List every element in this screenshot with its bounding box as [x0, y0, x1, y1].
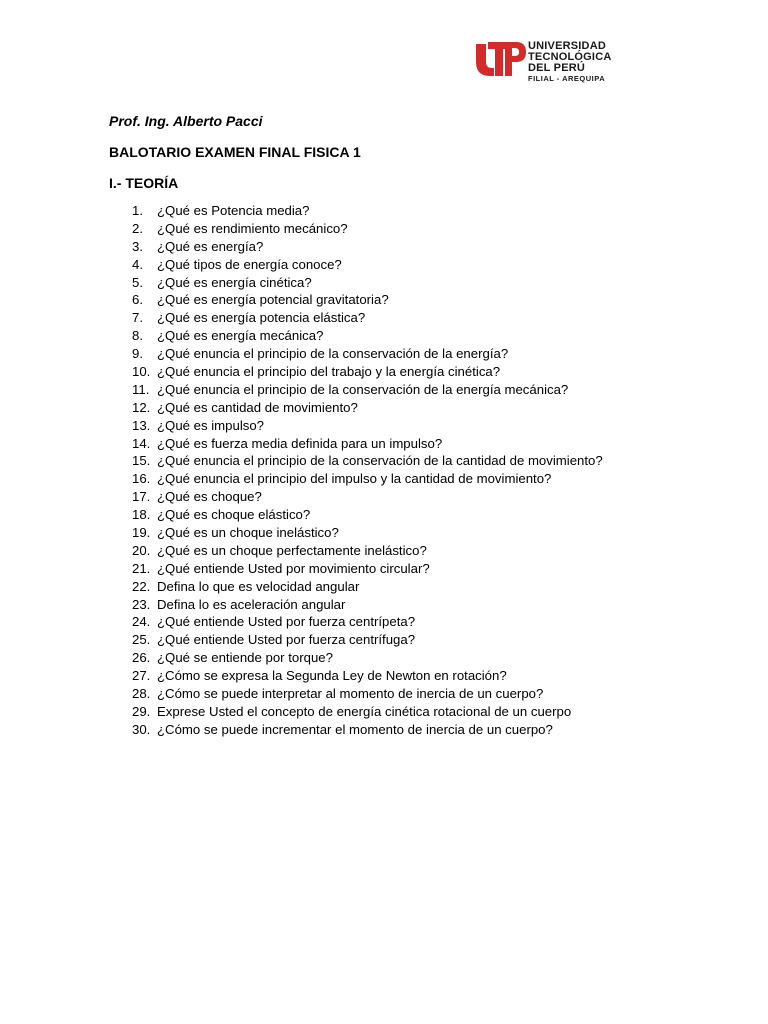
question-item: [0, 542, 768, 560]
question-text: ¿Cómo se puede incrementar el momento de inercia de un cuerpo?: [157, 721, 553, 737]
question-number: 5.: [132, 274, 143, 290]
question-number: 1.: [132, 203, 143, 218]
utp-logo-icon: [474, 38, 528, 80]
question-number: 12.: [132, 399, 151, 415]
question-item: [0, 506, 768, 524]
question-text: Defina lo es aceleración angular: [157, 596, 346, 612]
question-item: [0, 524, 768, 542]
question-text: ¿Qué es un choque inelástico?: [157, 525, 339, 541]
question-text: ¿Qué se entiende por torque?: [157, 650, 333, 666]
question-item: [0, 649, 768, 667]
question-number: 15.: [132, 453, 151, 469]
question-text: ¿Qué es rendimiento mecánico?: [157, 220, 348, 236]
university-logo: [474, 38, 644, 83]
exam-title: BALOTARIO EXAMEN FINAL FISICA 1: [109, 144, 361, 160]
question-number: 4.: [132, 256, 143, 272]
question-item: [0, 399, 768, 417]
question-number: 17.: [132, 489, 151, 505]
question-text: ¿Qué enuncia el principio de la conservación de la cantidad de movimiento?: [157, 453, 603, 469]
question-item: [0, 613, 768, 631]
question-number: 8.: [132, 328, 143, 344]
question-number: 6.: [132, 292, 143, 308]
question-number: 14.: [132, 435, 151, 451]
question-number: 16.: [132, 471, 151, 487]
question-item: [0, 274, 768, 292]
question-text: Exprese Usted el concepto de energía cinética rotacional de un cuerpo: [157, 703, 572, 719]
question-text: ¿Qué enuncia el principio del impulso y la cantidad de movimiento?: [157, 471, 552, 487]
logo-line-2: TECNOLÓGICA: [528, 51, 612, 63]
question-number: 25.: [132, 632, 151, 648]
logo-line-3: DEL PERÚ: [528, 62, 586, 74]
question-text: ¿Qué tipos de energía conoce?: [157, 256, 342, 272]
question-item: [0, 363, 768, 381]
question-item: [0, 452, 768, 470]
question-number: 9.: [132, 346, 143, 362]
question-item: [0, 381, 768, 399]
question-item: [0, 417, 768, 435]
question-text: ¿Qué es energía potencial gravitatoria?: [157, 292, 389, 308]
question-number: 20.: [132, 542, 151, 558]
question-text: ¿Qué entiende Usted por fuerza centrípeta?: [157, 614, 416, 630]
question-item: [0, 220, 768, 238]
logo-line-1: UNIVERSIDAD: [528, 40, 606, 52]
question-item: [0, 721, 768, 739]
question-number: 28.: [132, 686, 151, 702]
question-number: 23.: [132, 596, 151, 612]
question-text: ¿Qué enuncia el principio de la conservación de la energía mecánica?: [157, 381, 569, 397]
question-text: ¿Qué entiende Usted por movimiento circular?: [157, 560, 430, 576]
section-heading: I.- TEORÍA: [109, 175, 179, 191]
question-number: 19.: [132, 525, 151, 541]
question-text: ¿Qué enuncia el principio del trabajo y la energía cinética?: [157, 364, 501, 380]
logo-wordmark: [528, 41, 644, 83]
question-number: 29.: [132, 703, 151, 719]
question-item: [0, 202, 768, 220]
question-number: 27.: [132, 668, 151, 684]
question-text: ¿Qué es impulso?: [157, 417, 265, 433]
question-text: ¿Qué es un choque perfectamente inelástico?: [157, 542, 427, 558]
question-item: [0, 631, 768, 649]
question-number: 18.: [132, 507, 151, 523]
question-item: [0, 488, 768, 506]
question-number: 24.: [132, 614, 151, 630]
question-item: [0, 596, 768, 614]
question-number: 10.: [132, 364, 151, 380]
question-text: ¿Qué enuncia el principio de la conservación de la energía?: [157, 346, 509, 362]
question-item: [0, 703, 768, 721]
question-item: [0, 238, 768, 256]
question-item: [0, 256, 768, 274]
question-number: 30.: [132, 721, 151, 737]
question-number: 13.: [132, 417, 151, 433]
question-number: 11.: [132, 381, 150, 397]
question-text: ¿Qué es choque elástico?: [157, 507, 311, 523]
question-text: ¿Qué es energía cinética?: [157, 274, 312, 290]
question-text: ¿Qué es energía potencia elástica?: [157, 310, 366, 326]
question-item: [0, 309, 768, 327]
question-number: 3.: [132, 238, 143, 254]
question-item: [0, 291, 768, 309]
question-text: ¿Qué es Potencia media?: [157, 203, 310, 218]
question-list: [0, 202, 768, 739]
question-item: [0, 578, 768, 596]
question-text: ¿Cómo se puede interpretar al momento de inercia de un cuerpo?: [157, 686, 544, 702]
question-text: ¿Qué es choque?: [157, 489, 262, 505]
question-number: 2.: [132, 220, 143, 236]
logo-subline: FILIAL - AREQUIPA: [528, 74, 606, 83]
question-item: [0, 327, 768, 345]
question-item: [0, 345, 768, 363]
question-text: ¿Cómo se expresa la Segunda Ley de Newton en rotación?: [157, 668, 507, 684]
question-text: ¿Qué es energía?: [157, 238, 264, 254]
question-item: [0, 667, 768, 685]
question-number: 26.: [132, 650, 151, 666]
question-number: 7.: [132, 310, 143, 326]
question-item: [0, 560, 768, 578]
question-text: ¿Qué entiende Usted por fuerza centrífuga?: [157, 632, 416, 648]
author-name: Prof. Ing. Alberto Pacci: [109, 113, 263, 129]
question-text: Defina lo que es velocidad angular: [157, 578, 360, 594]
question-number: 22.: [132, 578, 151, 594]
question-number: 21.: [132, 560, 151, 576]
question-text: ¿Qué es energía mecánica?: [157, 328, 324, 344]
question-item: [0, 470, 768, 488]
question-item: [0, 435, 768, 453]
question-text: ¿Qué es cantidad de movimiento?: [157, 399, 358, 415]
question-text: ¿Qué es fuerza media definida para un impulso?: [157, 435, 443, 451]
question-item: [0, 685, 768, 703]
